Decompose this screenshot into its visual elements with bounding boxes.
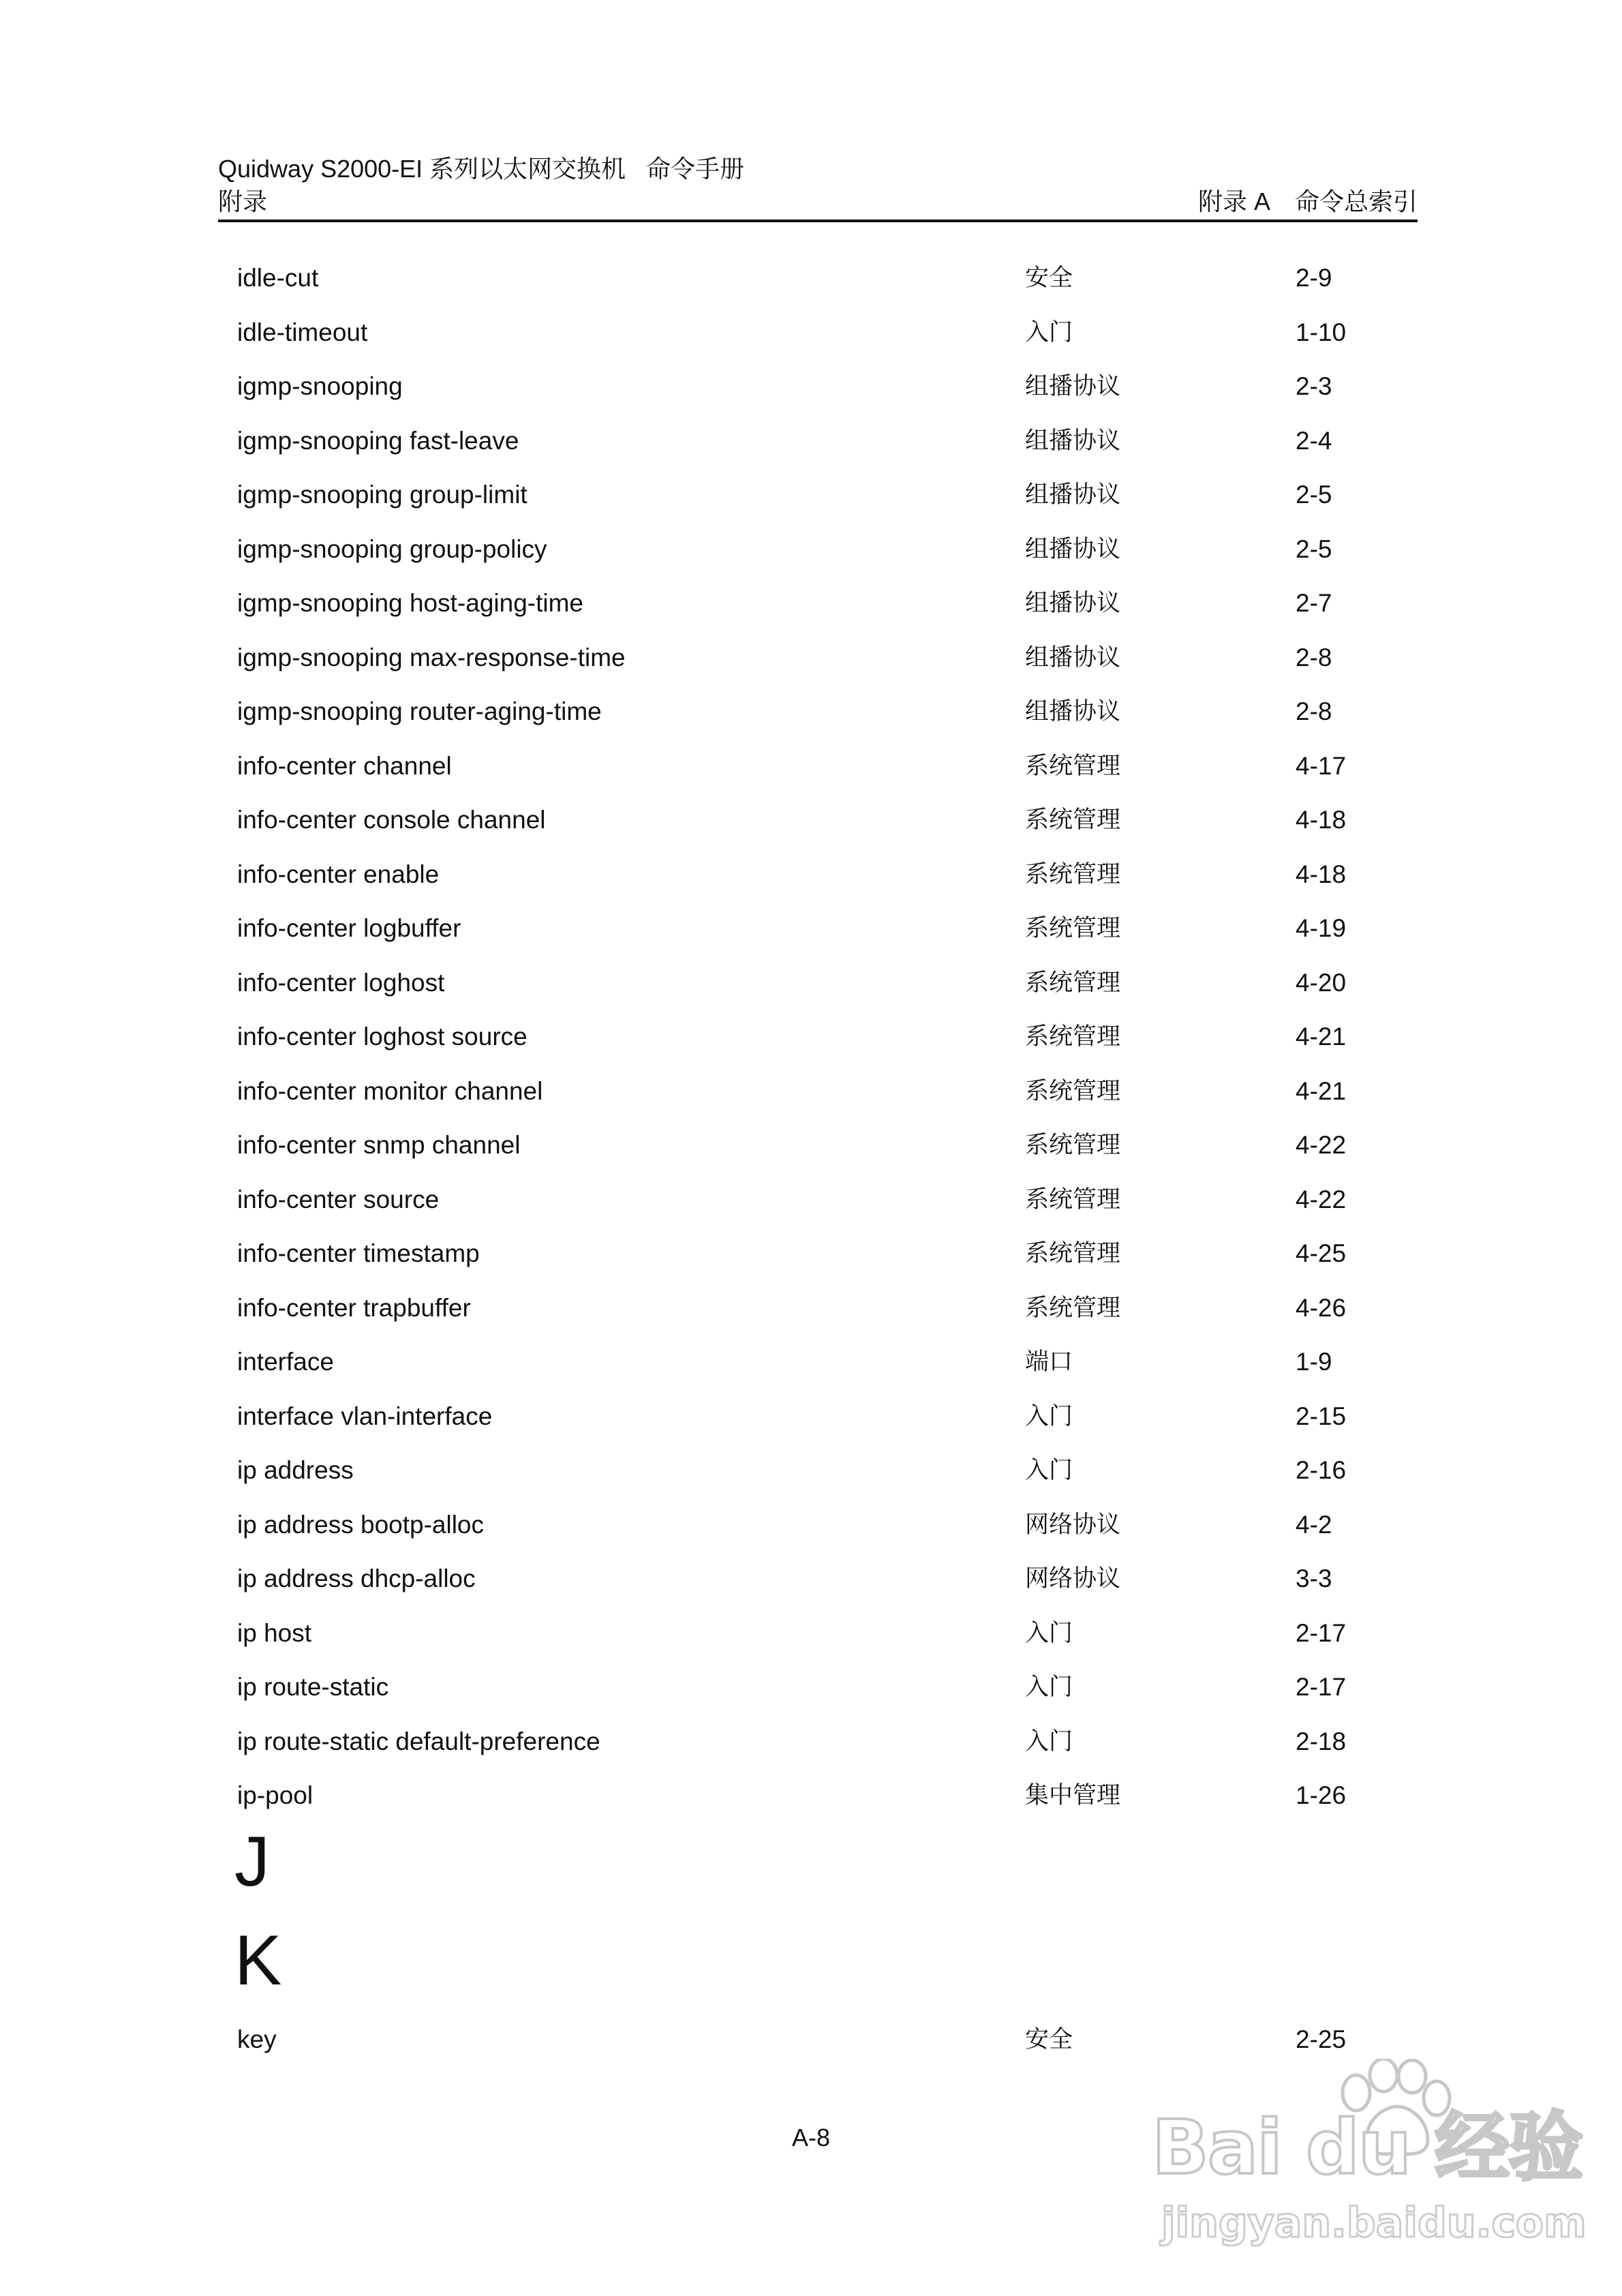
- index-row: [237, 530, 1418, 585]
- command-page-ref: 2-9: [1296, 264, 1332, 292]
- command-name: info-center logbuffer: [237, 914, 461, 942]
- index-row: [237, 422, 1418, 477]
- command-category: 系统管理: [1025, 915, 1121, 942]
- command-name: igmp-snooping: [237, 372, 403, 400]
- index-row: [237, 1614, 1418, 1669]
- product-name: Quidway S2000-EI 系列以太网交换机: [218, 155, 626, 183]
- command-page-ref: 4-2: [1296, 1510, 1332, 1539]
- command-page-ref: 2-16: [1296, 1456, 1347, 1484]
- command-category: 系统管理: [1025, 1132, 1121, 1159]
- command-category: 组播协议: [1025, 644, 1121, 671]
- command-name: ip address dhcp-alloc: [237, 1565, 476, 1592]
- command-category: 系统管理: [1025, 1240, 1121, 1267]
- command-name: ip host: [237, 1618, 312, 1647]
- command-page-ref: 1-10: [1296, 318, 1347, 346]
- index-row: [237, 1235, 1418, 1289]
- section-letter-k: K: [234, 1921, 282, 2000]
- index-row: [237, 1289, 1418, 1344]
- manual-name: 命令手册: [646, 155, 745, 183]
- baidu-jingyan-watermark: [1152, 2059, 1587, 2263]
- command-page-ref: 4-22: [1296, 1185, 1347, 1213]
- command-category: 系统管理: [1025, 969, 1121, 997]
- index-row: [237, 1560, 1418, 1614]
- command-name: info-center console channel: [237, 806, 546, 834]
- command-page-ref: 2-25: [1296, 2025, 1347, 2053]
- index-row: [237, 693, 1418, 747]
- command-name: ip-pool: [237, 1781, 313, 1809]
- section-left-label: 附录: [218, 187, 268, 215]
- command-name: info-center monitor channel: [237, 1076, 543, 1105]
- command-page-ref: 4-21: [1296, 1076, 1347, 1105]
- index-row: [237, 801, 1418, 856]
- command-name: interface: [237, 1348, 334, 1376]
- command-name: info-center loghost source: [237, 1023, 527, 1051]
- command-page-ref: 4-17: [1296, 751, 1347, 780]
- index-row: [237, 1072, 1418, 1127]
- section-letter-j: J: [234, 1822, 270, 1901]
- index-row: [237, 1777, 1418, 1831]
- command-page-ref: 2-5: [1296, 534, 1332, 563]
- command-category: 系统管理: [1025, 1185, 1121, 1213]
- command-page-ref: 2-3: [1296, 372, 1332, 400]
- command-name: idle-timeout: [237, 318, 368, 346]
- index-row: [237, 1451, 1418, 1506]
- command-name: igmp-snooping fast-leave: [237, 426, 519, 455]
- command-name: ip address bootp-alloc: [237, 1510, 484, 1539]
- command-page-ref: 2-17: [1296, 1618, 1347, 1647]
- index-row: [237, 639, 1418, 693]
- command-category: 系统管理: [1025, 1294, 1121, 1322]
- command-name: igmp-snooping router-aging-time: [237, 697, 602, 725]
- command-page-ref: 2-7: [1296, 589, 1332, 617]
- page-number: A-8: [791, 2124, 831, 2151]
- command-name: igmp-snooping host-aging-time: [237, 589, 583, 617]
- command-page-ref: 4-18: [1296, 860, 1347, 888]
- command-category: 组播协议: [1025, 698, 1121, 725]
- command-name: info-center enable: [237, 860, 440, 888]
- command-category: 网络协议: [1025, 1565, 1121, 1592]
- command-category: 组播协议: [1025, 590, 1121, 617]
- command-category: 组播协议: [1025, 427, 1121, 455]
- command-name: ip route-static default-preference: [237, 1727, 600, 1755]
- command-page-ref: 2-18: [1296, 1727, 1347, 1755]
- command-name: ip route-static: [237, 1673, 389, 1701]
- command-name: info-center trapbuffer: [237, 1293, 471, 1322]
- command-name: info-center channel: [237, 751, 452, 780]
- command-category: 系统管理: [1025, 752, 1121, 780]
- header-divider: [218, 220, 1418, 222]
- command-page-ref: 2-8: [1296, 643, 1332, 671]
- command-page-ref: 2-4: [1296, 426, 1332, 455]
- appendix-heading: [1198, 187, 1418, 217]
- index-row: [237, 964, 1418, 1018]
- command-page-ref: 4-18: [1296, 806, 1347, 834]
- command-name: igmp-snooping group-policy: [237, 534, 547, 563]
- command-page-ref: 4-26: [1296, 1293, 1347, 1322]
- command-name: info-center timestamp: [237, 1239, 480, 1267]
- command-name: idle-cut: [237, 264, 319, 292]
- command-category: 入门: [1025, 1457, 1073, 1484]
- index-row: [237, 1668, 1418, 1723]
- index-row: [237, 367, 1418, 422]
- command-page-ref: 4-21: [1296, 1023, 1347, 1051]
- command-name: info-center source: [237, 1185, 440, 1213]
- index-row: [237, 1181, 1418, 1235]
- command-category: 系统管理: [1025, 1023, 1121, 1051]
- command-page-ref: 3-3: [1296, 1565, 1332, 1592]
- index-row: [237, 476, 1418, 530]
- command-page-ref: 2-5: [1296, 481, 1332, 509]
- index-row: [237, 1018, 1418, 1072]
- command-page-ref: 2-8: [1296, 697, 1332, 725]
- command-category: 入门: [1025, 1727, 1073, 1755]
- command-category: 入门: [1025, 1402, 1073, 1430]
- command-category: 网络协议: [1025, 1511, 1121, 1539]
- command-category: 系统管理: [1025, 806, 1121, 834]
- command-category: 集中管理: [1025, 1782, 1121, 1809]
- command-page-ref: 4-20: [1296, 968, 1347, 997]
- command-category: 端口: [1025, 1348, 1073, 1376]
- command-category: 组播协议: [1025, 481, 1121, 509]
- command-name: info-center snmp channel: [237, 1131, 521, 1159]
- index-row: [237, 856, 1418, 910]
- index-row: [237, 584, 1418, 639]
- watermark-brand: Bai du 经验: [1152, 2104, 1582, 2191]
- command-category: 组播协议: [1025, 535, 1121, 563]
- command-category: 安全: [1025, 265, 1073, 292]
- index-row: [237, 314, 1418, 368]
- index-row: [237, 1506, 1418, 1560]
- command-page-ref: 1-26: [1296, 1781, 1347, 1809]
- index-row: [237, 747, 1418, 802]
- command-name: interface vlan-interface: [237, 1402, 493, 1430]
- command-category: 系统管理: [1025, 1077, 1121, 1105]
- command-category: 系统管理: [1025, 860, 1121, 888]
- command-category: 入门: [1025, 1619, 1073, 1647]
- command-name: info-center loghost: [237, 968, 445, 997]
- command-page-ref: 4-25: [1296, 1239, 1347, 1267]
- command-page-ref: 4-22: [1296, 1131, 1347, 1159]
- index-row: [237, 259, 1418, 314]
- appendix-label: 附录 A: [1197, 187, 1270, 215]
- running-header-title: [218, 154, 744, 184]
- command-index-list: [237, 259, 1418, 1831]
- command-page-ref: 4-19: [1296, 914, 1347, 942]
- running-header-section: [218, 187, 1418, 217]
- command-name: igmp-snooping group-limit: [237, 481, 527, 509]
- index-row: [237, 1398, 1418, 1452]
- index-row: [237, 1723, 1418, 1777]
- command-category: 入门: [1025, 1674, 1073, 1701]
- index-row: [237, 1126, 1418, 1181]
- watermark-url: jingyan.baidu.com: [1161, 2199, 1587, 2247]
- command-name: key: [237, 2025, 277, 2053]
- command-name: ip address: [237, 1456, 354, 1484]
- command-category: 入门: [1025, 318, 1073, 346]
- command-name: igmp-snooping max-response-time: [237, 643, 626, 671]
- index-row: [237, 1343, 1418, 1398]
- index-row: [237, 909, 1418, 964]
- command-page-ref: 1-9: [1296, 1348, 1332, 1376]
- command-page-ref: 2-17: [1296, 1673, 1347, 1701]
- command-category: 组播协议: [1025, 373, 1121, 400]
- appendix-title: 命令总索引: [1294, 187, 1418, 215]
- command-page-ref: 2-15: [1296, 1402, 1347, 1430]
- command-category: 安全: [1025, 2026, 1073, 2053]
